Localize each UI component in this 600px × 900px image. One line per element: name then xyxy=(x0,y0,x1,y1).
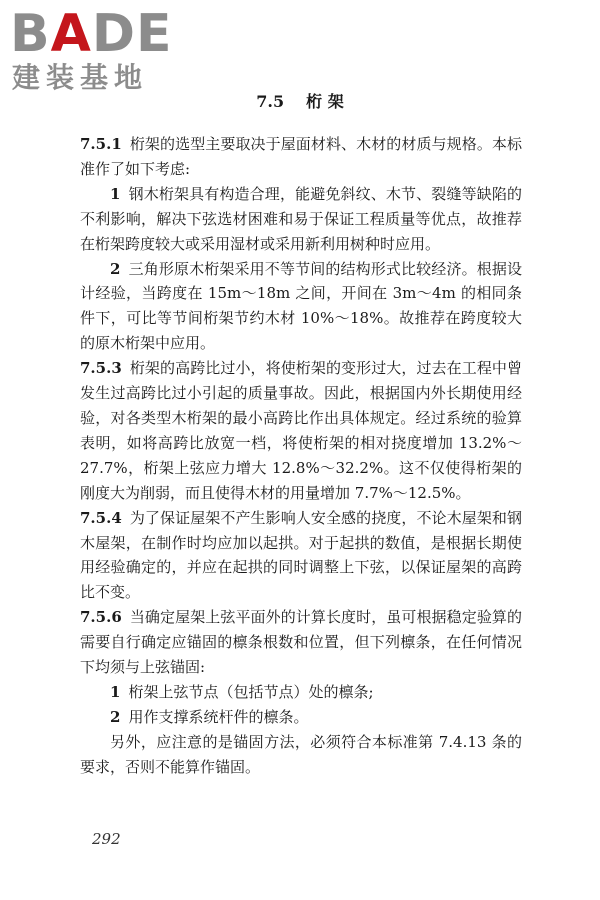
item-number: 1 xyxy=(110,682,121,701)
section-heading xyxy=(0,92,600,112)
logo-accent-letter: A xyxy=(50,4,92,64)
clause-7-5-6 xyxy=(80,605,522,680)
clause-text: 当确定屋架上弦平面外的计算长度时，虽可根据稳定验算的需要自行确定应锚固的檩条根数和位置，但下列檩条，在任何情况下均须与上弦锚固: xyxy=(80,608,522,677)
clause-number: 7.5.4 xyxy=(80,508,122,527)
item-number: 2 xyxy=(110,259,121,278)
item-text: 三角形原木桁架采用不等节间的结构形式比较经济。根据设计经验，当跨度在 15m～18m 之间，开间在 3m～4m 的相同条件下，可比等节间桁架节约木材 10%～18%。故推荐在跨度较大的原木桁架中应用。 xyxy=(80,259,522,353)
logo-wordmark: BADE xyxy=(10,4,173,64)
clause-7-5-4 xyxy=(80,506,522,606)
item-number: 1 xyxy=(110,184,121,203)
clause-7-5-6-item-2 xyxy=(80,705,522,730)
section-number: 7.5 xyxy=(256,92,285,111)
item-text: 钢木桁架具有构造合理，能避免斜纹、木节、裂缝等缺陷的不利影响，解决下弦选材困难和易于保证工程质量等优点，故推荐在桁架跨度较大或采用湿材或采用新利用树种时应用。 xyxy=(80,184,522,253)
clause-7-5-3 xyxy=(80,356,522,505)
item-text: 桁架上弦节点（包括节点）处的檩条; xyxy=(128,682,374,701)
item-text: 用作支撑系统杆件的檩条。 xyxy=(128,707,309,726)
section-title: 桁 架 xyxy=(306,92,344,111)
clause-number: 7.5.1 xyxy=(80,135,122,153)
page-number: 292 xyxy=(92,830,121,848)
clause-7-5-1-item-1 xyxy=(80,182,522,257)
clause-7-5-1 xyxy=(80,132,522,182)
bade-logo xyxy=(10,6,190,96)
clause-text: 桁架的选型主要取决于屋面材料、木材的材质与规格。本标准作了如下考虑: xyxy=(80,135,522,178)
clause-7-5-6-note: 另外，应注意的是锚固方法，必须符合本标准第 7.4.13 条的要求，否则不能算作锚固。 xyxy=(80,732,522,776)
item-number: 2 xyxy=(110,707,121,726)
clause-text: 为了保证屋架不产生影响人安全感的挠度，不论木屋架和钢木屋架，在制作时均应加以起拱。对于起拱的数值，是根据长期使用经验确定的，并应在起拱的同时调整上下弦，以保证屋架的高跨比不变。 xyxy=(80,508,522,602)
logo-subtitle: 建装基地 xyxy=(12,61,149,94)
clause-number: 7.5.3 xyxy=(80,359,122,378)
clause-number: 7.5.6 xyxy=(80,608,122,627)
clause-7-5-1-item-2 xyxy=(80,257,522,357)
clause-7-5-6-item-1 xyxy=(80,680,522,705)
document-body xyxy=(80,132,522,780)
clause-text: 桁架的高跨比过小，将使桁架的变形过大，过去在工程中曾发生过高跨比过小引起的质量事故。因此，根据国内外长期使用经验，对各类型木桁架的最小高跨比作出具体规定。经过系统的验算表明，如将高跨比放宽一档，将使桁架的相对挠度增加 13.2%～27.7%，桁架上弦应力增大 12.8%～32.2%。这不仅使得桁架的刚度大为削弱，而且使得木材的用量增加 7.7%～12.5%。 xyxy=(80,359,522,502)
